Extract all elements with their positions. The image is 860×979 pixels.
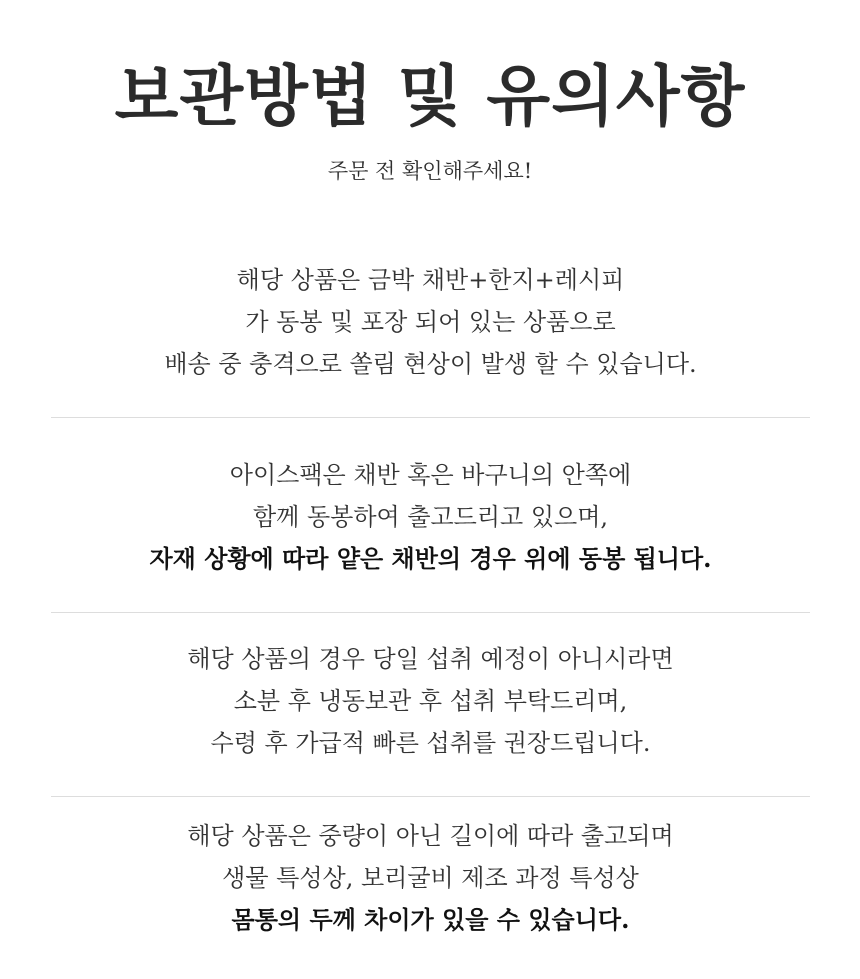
notice-packaging <box>51 259 810 385</box>
notice-line: 해당 상품은 금박 채반+한지+레시피 <box>236 266 625 294</box>
notice-line-emphasis: 몸통의 두께 차이가 있을 수 있습니다. <box>231 905 630 934</box>
notice-line: 소분 후 냉동보관 후 섭취 부탁드리며, <box>233 687 628 715</box>
notice-line: 함께 동봉하여 출고드리고 있으며, <box>252 503 609 531</box>
notice-line: 해당 상품의 경우 당일 섭취 예정이 아니시라면 <box>187 645 674 673</box>
notice-storage <box>51 638 810 764</box>
notice-line: 생물 특성상, 보리굴비 제조 과정 특성상 <box>222 864 639 892</box>
notice-line: 배송 중 충격으로 쏠림 현상이 발생 할 수 있습니다. <box>164 350 697 378</box>
notice-icepack <box>51 454 810 580</box>
page-subtitle: 주문 전 확인해주세요! <box>327 159 533 183</box>
section-divider <box>51 796 810 797</box>
notice-line: 해당 상품은 중량이 아닌 길이에 따라 출고되며 <box>187 822 674 850</box>
section-divider <box>51 417 810 418</box>
notice-line: 가 동봉 및 포장 되어 있는 상품으로 <box>245 308 616 336</box>
notice-line-emphasis: 자재 상황에 따라 얕은 채반의 경우 위에 동봉 됩니다. <box>149 544 712 573</box>
notice-line: 수령 후 가급적 빠른 섭취를 권장드립니다. <box>210 729 651 757</box>
section-divider <box>51 612 810 613</box>
notice-line: 아이스팩은 채반 혹은 바구니의 안쪽에 <box>229 461 632 489</box>
notice-size-variance <box>51 815 810 941</box>
page-title: 보관방법 및 유의사항 <box>114 58 746 135</box>
